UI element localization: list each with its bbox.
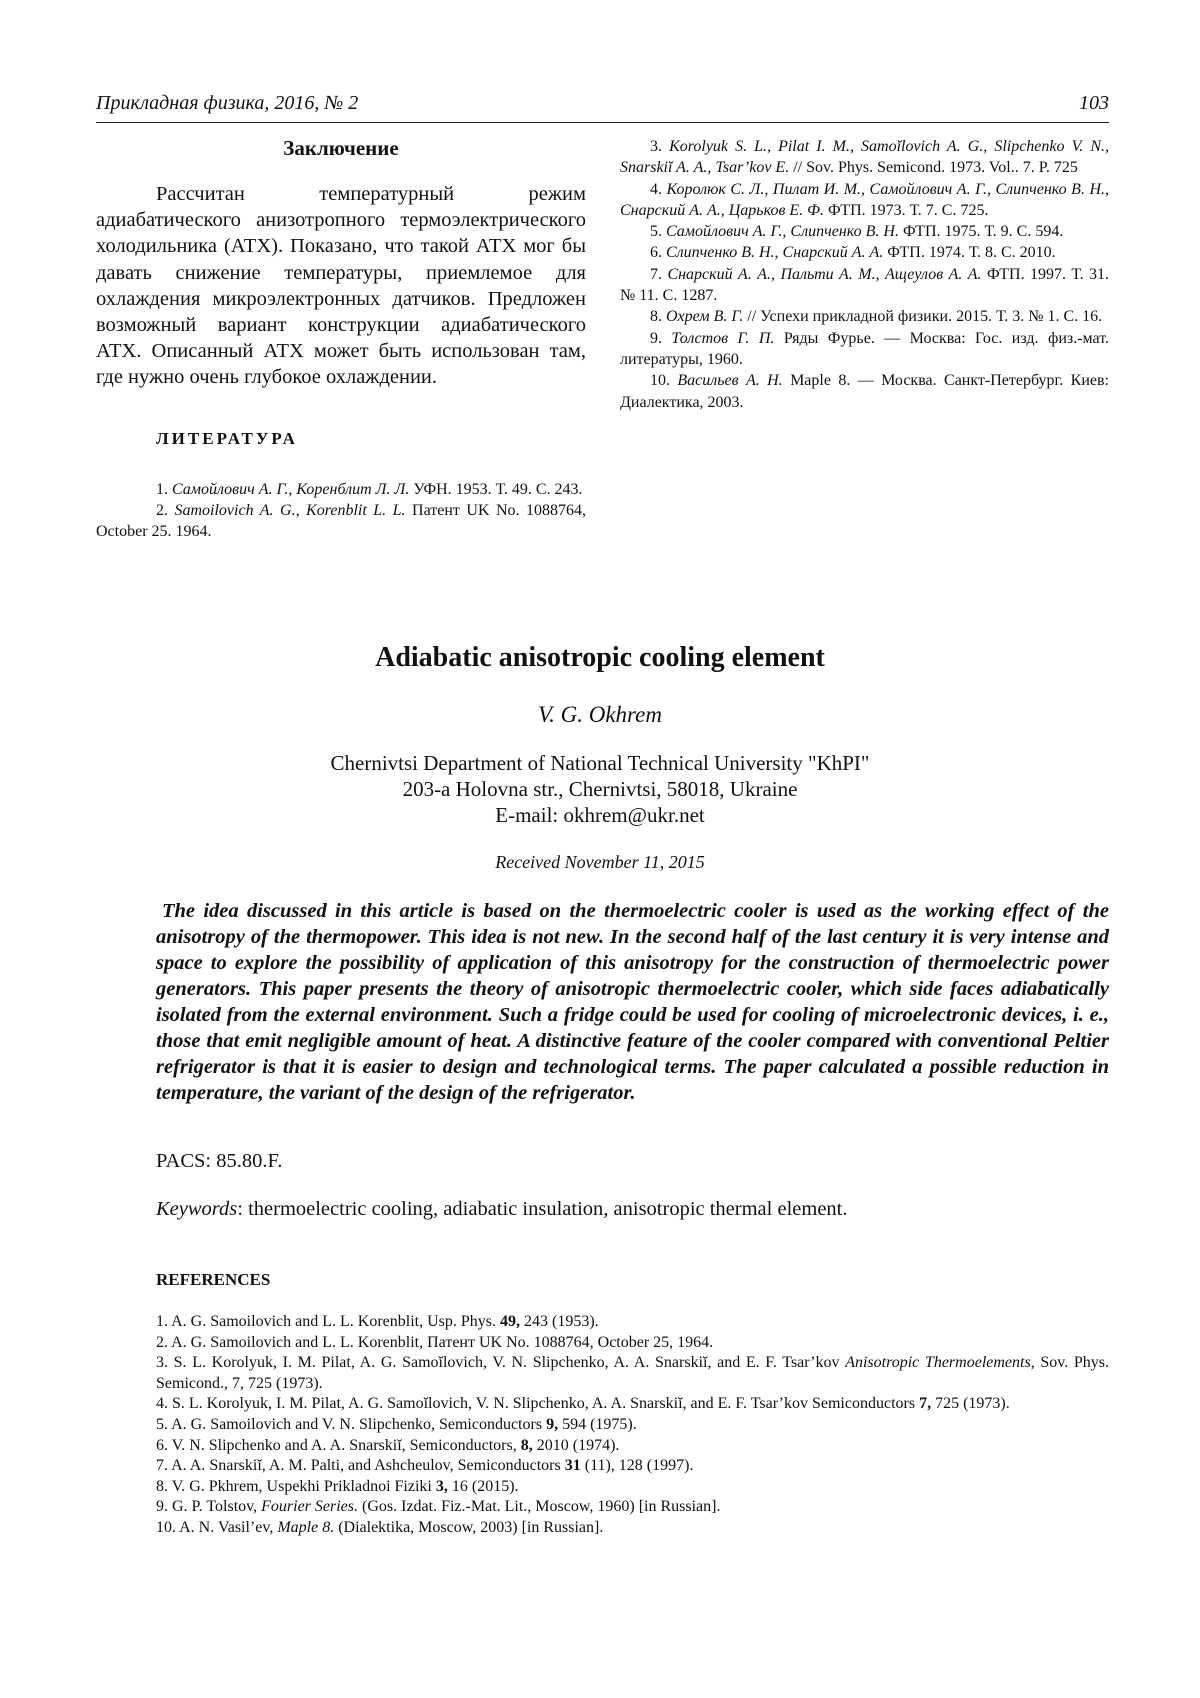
literature-item: 3. Korolyuk S. L., Pilat I. M., Samoĭlovich A. G., Slipchenko V. N., Snarskiĭ A. A., Tsar’kov E. // Sov. Phys. Semicond. 1973. Vol.. 7. P. 725 bbox=[620, 138, 1110, 177]
affiliation-line: Chernivtsi Department of National Technical University "KhPI" bbox=[330, 751, 870, 775]
article-title: Adiabatic anisotropic cooling element bbox=[375, 642, 825, 673]
author-affiliation bbox=[0, 750, 1200, 828]
journal-title: Прикладная физика, 2016, № 2 bbox=[96, 92, 359, 114]
reference-item: 1. A. G. Samoilovich and L. L. Korenblit, Usp. Phys. 49, 243 (1953). bbox=[156, 1313, 599, 1330]
reference-item: 5. A. G. Samoilovich and V. N. Slipchenko, Semiconductors 9, 594 (1975). bbox=[156, 1415, 637, 1433]
references-title: REFERENCES bbox=[156, 1270, 271, 1289]
keywords-text: : thermoelectric cooling, adiabatic insulation, anisotropic thermal element. bbox=[237, 1198, 848, 1220]
reference-item: 2. A. G. Samoilovich and L. L. Korenblit, Патент UK No. 1088764, October 25, 1964. bbox=[156, 1333, 714, 1351]
reference-item: 9. G. P. Tolstov, Fourier Series. (Gos. Izdat. Fiz.-Mat. Lit., Moscow, 1960) [in Russian]. bbox=[156, 1498, 721, 1516]
literature-list-part1 bbox=[96, 479, 586, 543]
received-date: Received November 11, 2015 bbox=[495, 852, 705, 872]
reference-item: 6. V. N. Slipchenko and A. A. Snarskiĭ, Semiconductors, 8, 2010 (1974). bbox=[156, 1436, 620, 1454]
keywords-line bbox=[156, 1198, 848, 1221]
conclusion-title: Заключение bbox=[283, 136, 399, 160]
left-column bbox=[96, 136, 586, 543]
literature-item: 6. Слипченко В. Н., Снарский А. А. ФТП. 1974. Т. 8. С. 2010. bbox=[650, 244, 1056, 262]
reference-item: 10. A. N. Vasil’ev, Maple 8. (Dialektika, Moscow, 2003) [in Russian]. bbox=[156, 1518, 604, 1536]
literature-item: 7. Снарский А. А., Пальти А. М., Ащеулов А. А. ФТП. 1997. Т. 31. № 11. С. 1287. bbox=[620, 265, 1110, 305]
author-email: E-mail: okhrem@ukr.net bbox=[495, 803, 705, 827]
literature-item: 10. Васильев А. Н. Maple 8. — Москва. Санкт-Петербург. Киев: Диалектика, 2003. bbox=[620, 372, 1110, 411]
reference-item: 3. S. L. Korolyuk, I. M. Pilat, A. G. Samoĭlovich, V. N. Slipchenko, A. A. Snarskiĭ, and E. F. Tsar’kov Anisotropic Thermoelements, Sov. Phys. Semicond., 7, 725 (1973). bbox=[156, 1354, 1110, 1392]
reference-item: 7. A. A. Snarskiĭ, A. M. Palti, and Ashcheulov, Semiconductors 31 (11), 128 (1997). bbox=[156, 1457, 694, 1475]
literature-item: 4. Королюк С. Л., Пилат И. М., Самойлович А. Г., Слипченко В. Н., Снарский А. А., Царьков Е. Ф. ФТП. 1973. Т. 7. С. 725. bbox=[620, 180, 1110, 219]
references-list bbox=[156, 1312, 1109, 1539]
literature-item: 5. Самойлович А. Г., Слипченко В. Н. ФТП. 1975. Т. 9. С. 594. bbox=[650, 223, 1064, 241]
article-author: V. G. Okhrem bbox=[538, 702, 662, 727]
literature-item: 2. Samoilovich A. G., Korenblit L. L. Патент UK No. 1088764, October 25. 1964. bbox=[96, 501, 587, 541]
literature-title: ЛИТЕРАТУРА bbox=[156, 428, 298, 448]
literature-item: 9. Толстов Г. П. Ряды Фурье. — Москва: Гос. изд. физ.-мат. литературы, 1960. bbox=[620, 329, 1110, 368]
literature-item: 1. Самойлович А. Г., Коренблит Л. Л. УФН. 1953. Т. 49. С. 243. bbox=[156, 480, 583, 498]
reference-item: 8. V. G. Pkhrem, Uspekhi Prikladnoi Fiziki 3, 16 (2015). bbox=[156, 1477, 519, 1495]
page-number: 103 bbox=[1079, 92, 1109, 114]
conclusion-text: Рассчитан температурный режим адиабатического анизотропного термоэлектрического холодильника (АТХ). Показано, что такой АТХ мог бы давать снижение температуры, приемлемое для охлаждения микроэлектронных датчиков. Предложен возможный вариант конструкции адиабатического АТХ. Описанный АТХ может быть использован там, где нужно очень глубокое охлаждении. bbox=[96, 183, 586, 389]
abstract-text: The idea discussed in this article is based on the thermoelectric cooler is used as the working effect of the anisotropy of the thermopower. This idea is not new. In the second half of the last century it is very intense and space to explore the possibility of application of this anisotropy for the construction of thermoelectric power generators. This paper presents the theory of anisotropic thermoelectric cooler, which side faces adiabatically isolated from the external environment. Such a fridge could be used for cooling of microelectronic devices, i. e., those that emit negligible amount of heat. A distinctive feature of the cooler compared with conventional Peltier refrigerator is that it is easier to design and technological terms. The paper calculated a possible reduction in temperature, the variant of the design of the refrigerator. bbox=[156, 900, 1109, 1104]
keywords-label: Keywords bbox=[156, 1198, 238, 1220]
affiliation-address: 203-a Holovna str., Chernivtsi, 58018, Ukraine bbox=[402, 777, 798, 801]
pacs-code: PACS: 85.80.F. bbox=[156, 1150, 283, 1172]
right-column-literature bbox=[620, 136, 1109, 413]
running-header bbox=[96, 92, 1109, 123]
literature-item: 8. Охрем В. Г. // Успехи прикладной физики. 2015. Т. 3. № 1. С. 16. bbox=[650, 308, 1103, 326]
reference-item: 4. S. L. Korolyuk, I. M. Pilat, A. G. Samoĭlovich, V. N. Slipchenko, A. A. Snarskiĭ, and E. F. Tsar’kov Semiconductors 7, 725 (1973). bbox=[156, 1395, 1010, 1413]
